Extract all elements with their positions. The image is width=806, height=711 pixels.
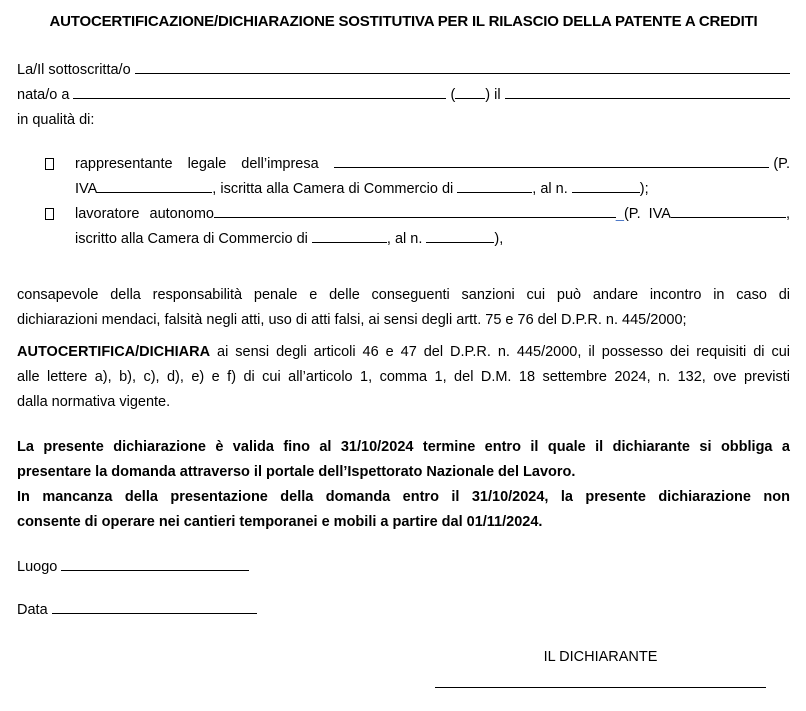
chamber-city-fill[interactable] (457, 189, 532, 193)
chamber-city-fill[interactable] (312, 239, 387, 243)
province-close: ) il (485, 87, 505, 103)
paragraph-line: La presente dichiarazione è valida fino al 31/10/2024 termine entro il quale il dichiarante si obbliga a (17, 439, 790, 455)
signature-fill[interactable] (435, 687, 766, 688)
paragraph-line: dichiarazioni mendaci, falsità negli atti, uso di atti falsi, ai sensi degli artt. 75 e 76 del D.P.R. n. 445/2000; (17, 312, 687, 328)
checkbox-icon[interactable] (45, 158, 54, 170)
paragraph-line: alle lettere a), b), c), d), e) e f) di cui all’articolo 1, comma 1, del D.M. 18 settembre 2024, n. 132, ove previsti (17, 369, 790, 385)
province-open: ( (446, 87, 456, 103)
autonomo-name-fill[interactable] (214, 214, 616, 218)
role-options-list (17, 152, 790, 252)
intro-section (17, 58, 790, 133)
iva-fill[interactable] (671, 214, 786, 218)
validity-paragraph (17, 435, 790, 535)
birth-line (17, 83, 790, 108)
impresa-name-fill[interactable] (334, 164, 770, 168)
line-end: , (785, 206, 790, 222)
date-fill[interactable] (52, 610, 257, 614)
iva-fill[interactable] (97, 189, 212, 193)
document-title: AUTOCERTIFICAZIONE/DICHIARAZIONE SOSTITUTIVA PER IL RILASCIO DELLA PATENTE A CREDITI (49, 13, 758, 30)
checkbox-icon[interactable] (45, 208, 54, 220)
paragraph-line: dalla normativa vigente. (17, 394, 171, 410)
line-end: ), (494, 231, 504, 247)
certifies-lead: AUTOCERTIFICA/DICHIARA (17, 344, 211, 360)
registration-number-fill[interactable] (426, 239, 494, 243)
declarant-block (435, 645, 766, 688)
birthplace-fill[interactable] (73, 95, 446, 99)
role-label: rappresentante legale dell’impresa (75, 156, 334, 172)
born-label: nata/o a (17, 87, 74, 103)
chamber-label: iscritto alla Camera di Commercio di (75, 231, 312, 247)
chamber-label: , iscritta alla Camera di Commercio di (212, 181, 458, 197)
number-label: , al n. (386, 231, 427, 247)
place-line (17, 555, 790, 580)
province-fill[interactable] (455, 95, 485, 99)
piva-label: (P. IVA (623, 206, 671, 222)
paragraph-line (17, 340, 790, 365)
birthdate-fill[interactable] (505, 95, 790, 99)
iva-label: IVA (75, 181, 98, 197)
registration-number-fill[interactable] (572, 189, 640, 193)
declarant-label: IL DICHIARANTE (543, 649, 658, 665)
blue-underscore-mark: _ (615, 206, 624, 222)
role-label: lavoratore autonomo (75, 206, 214, 222)
number-label: , al n. (532, 181, 572, 197)
subscriber-label: La/Il sottoscritta/o (17, 62, 135, 78)
quality-line (17, 108, 790, 133)
date-line (17, 598, 790, 623)
liability-paragraph (17, 283, 790, 333)
list-item-lavoratore (17, 202, 790, 252)
line-end: ); (639, 181, 649, 197)
certifies-rest: ai sensi degli articoli 46 e 47 del D.P.R. n. 445/2000, il possesso dei requisiti di cui (210, 344, 790, 360)
subscriber-name-fill[interactable] (135, 70, 790, 74)
piva-open: (P. (769, 156, 790, 172)
paragraph-line: presentare la domanda attraverso il portale dell’Ispettorato Nazionale del Lavoro. (17, 464, 576, 480)
paragraph-line: consapevole della responsabilità penale e delle conseguenti sanzioni cui può andare incontro in caso di (17, 287, 790, 303)
list-item-rappresentante (17, 152, 790, 202)
place-fill[interactable] (61, 567, 249, 571)
subscriber-line (17, 58, 790, 83)
certifies-paragraph (17, 340, 790, 415)
document-page (0, 9, 806, 711)
date-label: Data (17, 602, 52, 618)
paragraph-line: In mancanza della presentazione della domanda entro il 31/10/2024, la presente dichiarazione non (17, 489, 790, 505)
quality-label: in qualità di: (17, 112, 95, 128)
place-label: Luogo (17, 559, 62, 575)
paragraph-line: consente di operare nei cantieri temporanei e mobili a partire dal 01/11/2024. (17, 514, 543, 530)
